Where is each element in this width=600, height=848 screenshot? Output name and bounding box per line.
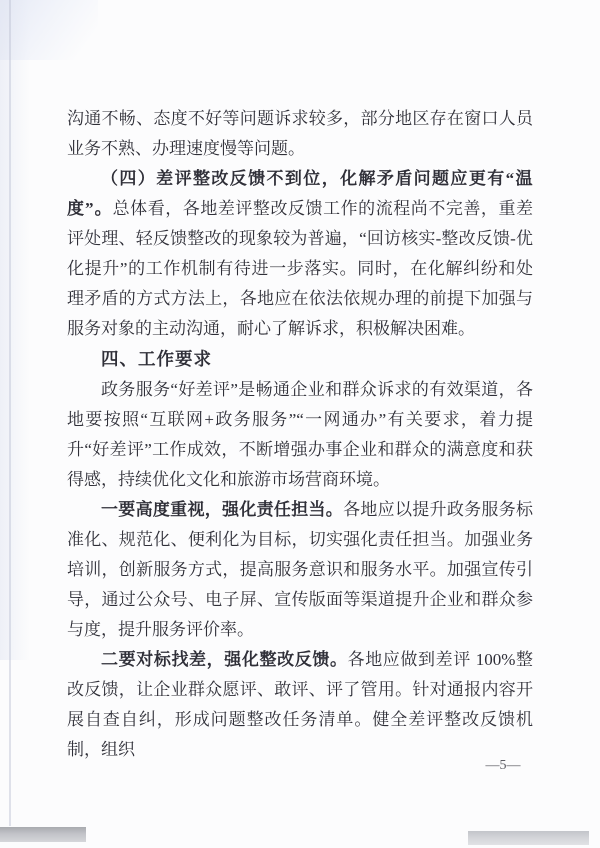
text-segment-kai-heading: （四）差评整改反馈不到位，化解矛盾问题应更有“温度”。 xyxy=(67,169,533,218)
section-heading xyxy=(67,344,533,375)
paragraph xyxy=(67,495,533,645)
scan-artifact-bottom-left-bar xyxy=(0,827,86,842)
paragraph xyxy=(67,375,533,495)
text-segment-bold-lead: 一要高度重视，强化责任担当。 xyxy=(101,500,344,519)
page-number: —5— xyxy=(485,758,521,773)
paragraph xyxy=(67,164,533,344)
text-segment-bold-lead: 二要对标找差，强化整改反馈。 xyxy=(101,650,348,669)
text-segment-body: 各地应以提升政务服务标准化、规范化、便利化为目标，切实强化责任担当。加强业务培训，创新服务方式，提高服务意识和服务水平。加强宣传引导，通过公众号、电子屏、宣传版面等渠道提升企业和群众参与度，提升服务评价率。 xyxy=(67,500,534,639)
text-segment-hei-heading: 四、工作要求 xyxy=(101,349,212,369)
text-segment-body: 沟通不畅、态度不好等问题诉求较多，部分地区存在窗口人员业务不熟、办理速度慢等问题。 xyxy=(67,109,533,158)
paragraph xyxy=(67,104,533,164)
text-segment-body: 政务服务“好差评”是畅通企业和群众诉求的有效渠道，各地要按照“互联网+政务服务”“一网通办”有关要求，着力提升“好差评”工作成效，不断增强办事企业和群众的满意度和获得感，持续优化文化和旅游市场营商环境。 xyxy=(67,380,533,489)
text-segment-body: 总体看，各地差评整改反馈工作的流程尚不完善，重差评处理、轻反馈整改的现象较为普遍，“回访核实-整改反馈-优化提升”的工作机制有待进一步落实。同时，在化解纠纷和处理矛盾的方式方法上，各地应在依法依规办理的前提下加强与服务对象的主动沟通，耐心了解诉求，积极解决困难。 xyxy=(67,199,534,338)
text-segment-body: 各地应做到差评 100%整改反馈，让企业群众愿评、敢评、评了管用。针对通报内容开展自查自纠，形成问题整改任务清单。健全差评整改反馈机制，组织 xyxy=(67,650,533,759)
scan-artifact-bottom-right-bar xyxy=(468,831,589,845)
scan-artifact-left-tint xyxy=(0,0,30,660)
document-body xyxy=(67,104,533,765)
paragraph xyxy=(67,645,533,765)
page-fold-line xyxy=(9,0,11,826)
